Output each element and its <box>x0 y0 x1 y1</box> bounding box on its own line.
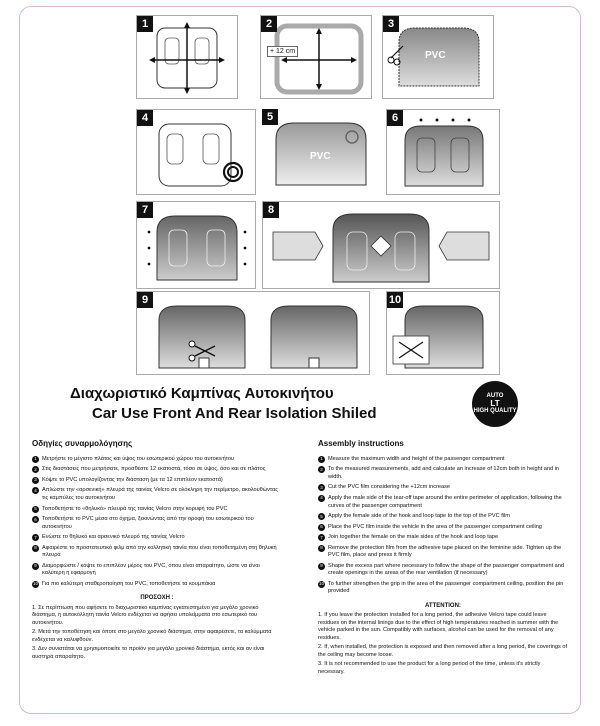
step-9-number: 9 <box>137 292 153 308</box>
step-3-number: 3 <box>383 16 399 32</box>
badge-top-text: AUTO <box>486 393 504 399</box>
list-item: 2 Στις διαστάσεις που μετρήσατε, προσθέστε 12 εκατοστά, τόσο σε ύψος, όσο και σε πλάτος <box>32 466 282 474</box>
greek-instructions <box>32 439 282 663</box>
list-item: 7 Ενώστε το θηλυκό και αρσενικό πλευρό της ταινίας Velcro <box>32 534 282 542</box>
list-item: 5 Τοποθετήστε το «θηλυκό» πλευρά της ταινίας Velcro στην κορυφή του PVC <box>32 506 282 514</box>
list-item: 9 Shape the excess part where necessary to follow the shape of the passenger compartment and create openings in the areas of the rear ventilation (if necessary) <box>318 563 568 578</box>
greek-heading: Οδηγίες συναρμολόγησης <box>32 439 133 448</box>
step-9-panel <box>136 291 370 375</box>
instruction-sheet <box>19 6 581 714</box>
step-6-illustration <box>387 110 499 194</box>
list-item: 5 Apply the female side of the hook and loop tape to the top of the PVC film <box>318 513 568 521</box>
title-block <box>30 379 570 437</box>
step-10-panel <box>386 291 500 375</box>
list-item: 4 Apply the male side of the tear-off tape around the entire perimeter of application, following the curves of the passenger compartment <box>318 495 568 510</box>
step-5-number: 5 <box>262 109 278 125</box>
badge-bottom-text: HIGH QUALITY <box>473 408 517 415</box>
english-instructions <box>318 439 568 678</box>
list-item: 6 Place the PVC film inside the vehicle in the area of the passenger compartment ceiling <box>318 524 568 532</box>
attention-note: 3. Δεν συνιστάται να χρησιμοποιείτε το προϊόν για μεγάλο χρονικό διάστημα, εκτός και αν είναι αυστηρά απαραίτητο. <box>32 646 265 660</box>
step-5-panel <box>262 109 380 193</box>
list-item: 10 Για πιο καλύτερη σταθεροποίηση του PVC, τοποθετήστε τα κουμπάκια <box>32 580 216 587</box>
assembly-steps-grid <box>30 15 570 373</box>
step-8-number: 8 <box>263 202 279 218</box>
step-4-illustration <box>137 110 255 194</box>
step-3-pvc-label: PVC <box>425 50 446 61</box>
title-english: Car Use Front And Rear Isolation Shiled <box>92 405 377 422</box>
english-heading: Assembly instructions <box>318 439 404 448</box>
list-item: 9 Διαμορφώστε / κόψτε το επιπλέον μέρος του PVC, όπου είναι απαραίτητο, ώστε να είναι καλύτερη η εφαρμογή <box>32 563 282 578</box>
step-2-extra-label: + 12 cm <box>267 46 298 57</box>
list-item: 4 Απλώστε την «αρσενική» πλευρά της ταινίας Velcro σε ολόκληρη την περίμετρο, ακολουθώντας τις καμπύλες του αυτοκινήτου <box>32 487 282 502</box>
step-7-illustration <box>137 202 255 288</box>
step-10-illustration <box>387 292 499 374</box>
quality-badge <box>472 381 518 427</box>
english-steps-list <box>318 456 568 596</box>
step-4-panel <box>136 109 256 195</box>
step-7-number: 7 <box>137 202 153 218</box>
list-item: 8 Remove the protection film from the adhesive tape placed on the feminine side. Tighten up the PVC film, place and press it firmly <box>318 545 568 560</box>
step-2-number: 2 <box>261 16 277 32</box>
list-item: 2 To the measured measurements, add and calculate an increase of 12cm both in height and in width. <box>318 466 568 481</box>
list-item: 7 Join together the female on the male sides of the hook and loop tape <box>318 534 568 542</box>
attention-note: 2. If, when installed, the protection is exposed and then removed after a long period, the coverings of the ceiling may become loose. <box>318 644 568 658</box>
step-4-number: 4 <box>137 110 153 126</box>
list-item: 3 Κόψτε το PVC υπολογίζοντας την διάσταση (με τα 12 επιπλέον εκατοστά) <box>32 477 282 485</box>
step-9-illustration <box>137 292 369 374</box>
step-5-pvc-label: PVC <box>310 151 331 162</box>
list-item: 1 Measure the maximum width and height of the passenger compartment <box>318 456 568 464</box>
list-item: 1 Μετρήστε το μέγιστο πλάτος και ύψος του εσωτερικού χώρου του αυτοκινήτου <box>32 456 282 464</box>
greek-attention-notes <box>32 605 282 662</box>
greek-steps-list <box>32 456 282 589</box>
english-attention-heading: ATTENTION: <box>425 603 461 609</box>
step-2-illustration <box>261 16 371 98</box>
attention-note: 1. If you leave the protection installed for a long period, the adhesive Velcro tape could leave residues on the internal linings due to the effect of high temperatures reached in summer with the vehicle parked in the sun. Compatibly with surfaces, alcohol can be used for the removal of any residues. <box>318 612 559 641</box>
step-6-number: 6 <box>387 110 403 126</box>
step-1-number: 1 <box>137 16 153 32</box>
step-8-illustration <box>263 202 499 288</box>
step-3-panel <box>382 15 494 99</box>
title-greek: Διαχωριστικό Καμπίνας Αυτοκινήτου <box>70 385 334 402</box>
step-2-panel <box>260 15 372 99</box>
list-item: 6 Τοποθετήστε το PVC μέσα στο όχημα, ξεκινώντας από την οροφή του εσωτερικού του αυτοκινήτου <box>32 516 282 531</box>
step-10-number: 10 <box>388 294 402 306</box>
greek-attention-heading: ΠΡΟΣΟΧΗ : <box>140 595 174 602</box>
step-8-panel <box>262 201 500 289</box>
list-item: 3 Cut the PVC film considering the +12cm increase <box>318 484 568 492</box>
step-7-panel <box>136 201 256 289</box>
step-6-panel <box>386 109 500 195</box>
list-item: 8 Αφαιρέστε το προστατευτικό φιλμ από την κολλητική ταινία που είναι τοποθετημένη στη θηλυκή πλευρά <box>32 545 282 560</box>
english-attention-notes <box>318 612 568 676</box>
attention-note: 1. Σε περίπτωση που αφήσετε το διαχωριστικό καμπίνας εγκατεστημένο για μεγάλο χρονικό διάστημα, η αυτοκόλλητη ταινία Velcro ενδέχεται να αφήσει υπολείμματα στο εσωτερικό του αυτοκινήτου. <box>32 604 259 626</box>
attention-note: 2. Μετά την τοποθέτηση και όποτε στο μεγάλο χρονικό διάστημα, στην αφαιρέσετε, τα καλύμματα ενδέχεται να καλυφθούν. <box>32 629 272 643</box>
attention-note: 3. It is not recommended to use the product for a long period of the time, unless it's strictly necessary. <box>318 661 541 675</box>
list-item: 10 To further strengthen the grip in the area of the passenger compartment ceiling, position the pin provided <box>318 580 564 595</box>
step-1-panel <box>136 15 238 99</box>
badge-mid-text: LT <box>490 398 500 408</box>
